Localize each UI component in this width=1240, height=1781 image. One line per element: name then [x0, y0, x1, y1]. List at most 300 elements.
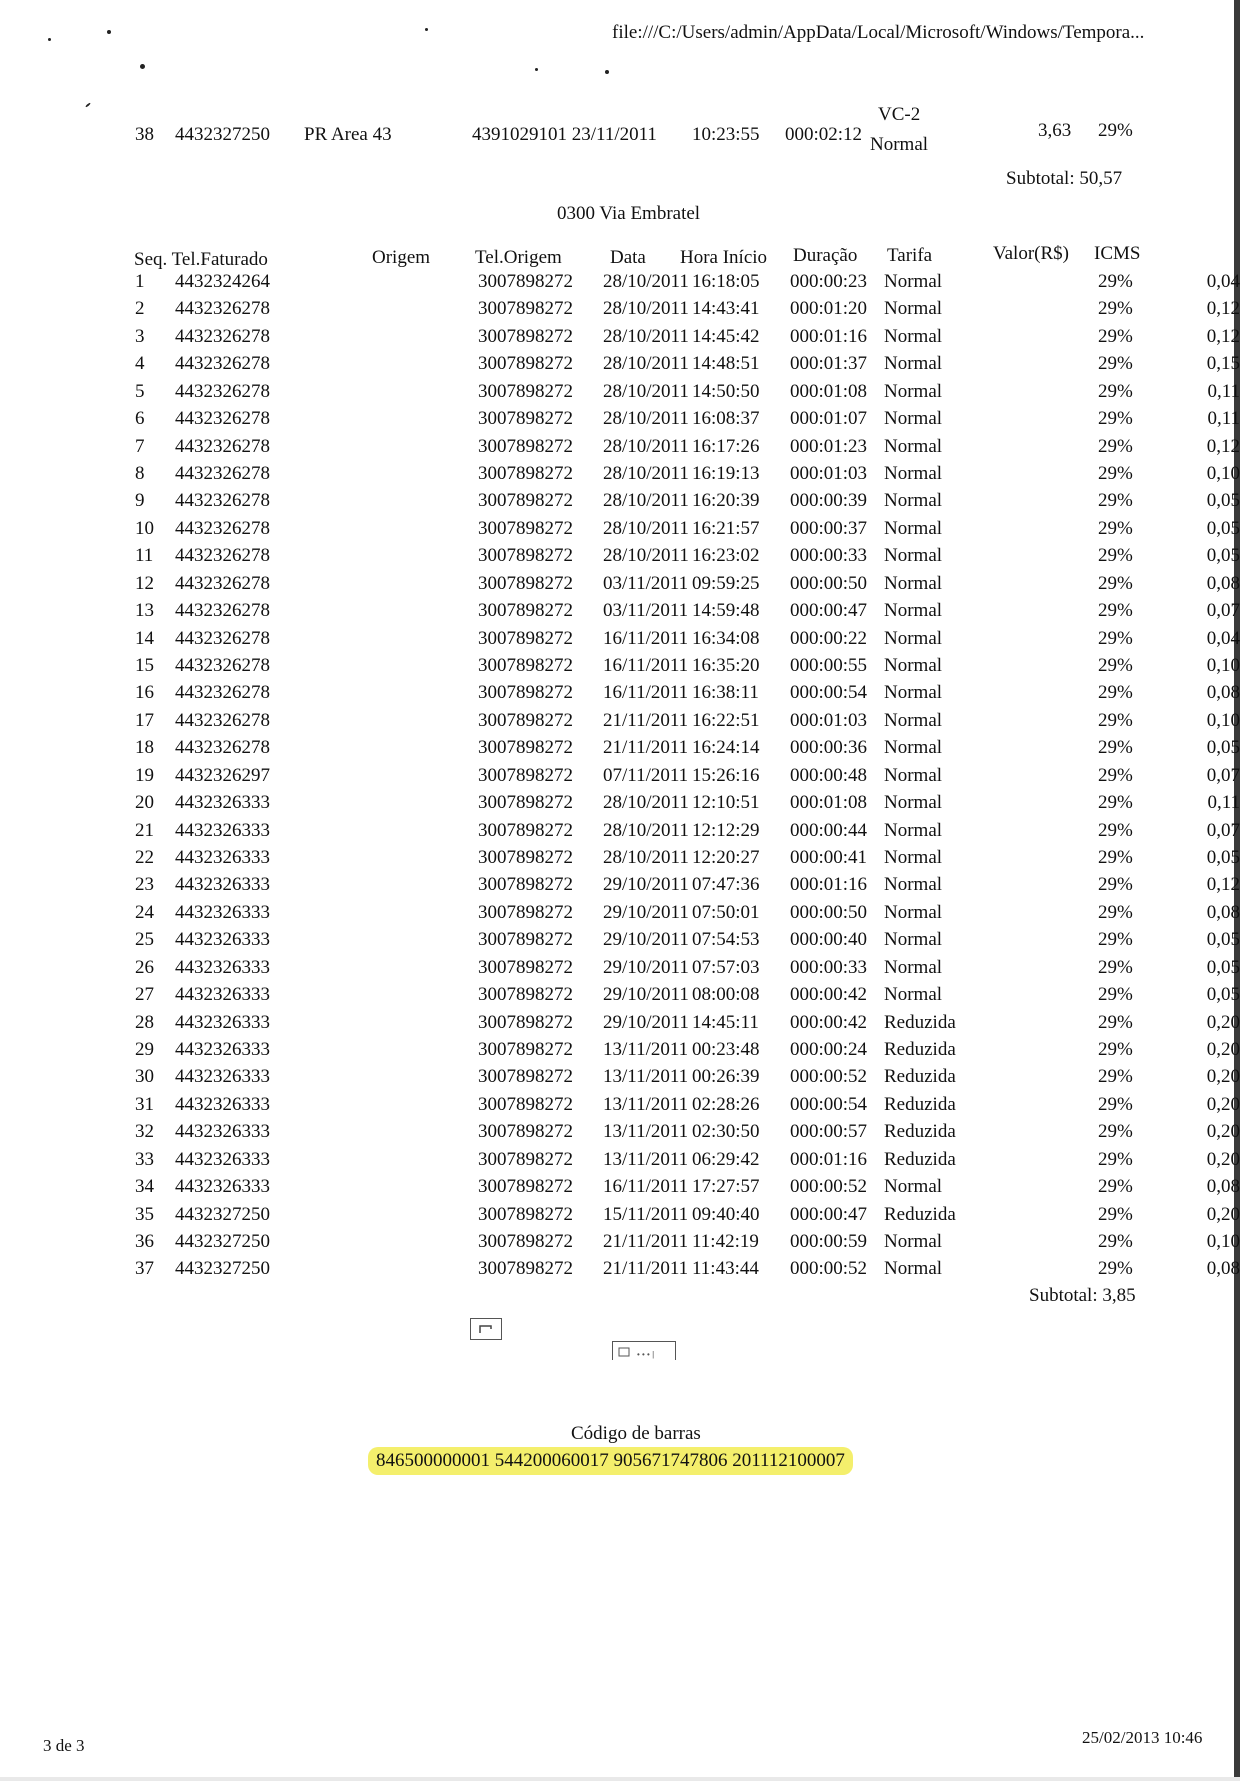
row-tel-faturado: 4432326333 — [175, 1093, 270, 1115]
row-icms: 29% — [1098, 408, 1133, 430]
row-valor: 0,08 — [1206, 572, 1240, 594]
speck — [48, 38, 51, 41]
row-tarifa: Normal — [884, 380, 943, 402]
row-tel-faturado: 4432326278 — [175, 517, 270, 539]
row-seq: 5 — [135, 380, 145, 402]
row-icms: 29% — [1098, 792, 1133, 814]
image-placeholder-icon-svg — [613, 1342, 675, 1360]
row-tel-faturado: 4432326333 — [175, 929, 270, 951]
row-icms: 29% — [1098, 353, 1133, 375]
row-data: 28/10/2011 — [603, 271, 689, 292]
row-tel-origem: 3007898272 — [478, 792, 573, 814]
row-tarifa: Normal — [884, 984, 943, 1006]
row-tel-faturado: 4432324264 — [175, 271, 270, 292]
row-duracao: 000:00:39 — [790, 490, 868, 512]
row-tel-faturado: 4432326278 — [175, 655, 270, 677]
row-hora: 12:12:29 — [692, 819, 760, 841]
row-tarifa: Normal — [884, 764, 943, 786]
row-duracao: 000:01:16 — [790, 874, 868, 896]
top-entry-tel-origem-data: 4391029101 23/11/2011 — [472, 124, 657, 145]
row-seq: 31 — [135, 1093, 154, 1115]
row-hora: 16:38:11 — [692, 682, 759, 704]
row-tarifa: Normal — [884, 956, 943, 978]
row-tel-faturado: 4432326333 — [175, 1121, 270, 1143]
row-tarifa: Normal — [884, 490, 943, 512]
row-tel-origem: 3007898272 — [478, 353, 573, 375]
row-icms: 29% — [1098, 847, 1133, 869]
row-icms: 29% — [1098, 545, 1133, 567]
row-duracao: 000:00:55 — [790, 655, 868, 677]
row-duracao: 000:01:07 — [790, 408, 868, 430]
row-icms: 29% — [1098, 984, 1133, 1006]
row-tel-faturado: 4432326278 — [175, 572, 270, 594]
row-tel-origem: 3007898272 — [478, 1011, 573, 1033]
header-data: Data — [610, 247, 646, 268]
row-seq: 22 — [135, 847, 154, 869]
row-data: 29/10/2011 — [603, 984, 689, 1006]
table-row — [0, 518, 1240, 545]
row-data: 07/11/2011 — [603, 764, 689, 786]
row-valor: 0,15 — [1206, 353, 1240, 375]
row-icms: 29% — [1098, 1203, 1133, 1225]
row-valor: 0,10 — [1206, 709, 1240, 731]
header-seq-tel: Seq. Tel.Faturado — [134, 249, 268, 270]
row-hora: 16:19:13 — [692, 463, 760, 484]
row-data: 28/10/2011 — [603, 463, 689, 484]
row-tel-faturado: 4432327250 — [175, 1231, 270, 1253]
row-hora: 16:21:57 — [692, 517, 760, 539]
row-data: 21/11/2011 — [603, 737, 689, 759]
row-tel-origem: 3007898272 — [478, 901, 573, 923]
row-tarifa: Normal — [884, 847, 943, 869]
row-seq: 14 — [135, 627, 154, 649]
row-seq: 12 — [135, 572, 154, 594]
row-data: 13/11/2011 — [603, 1121, 689, 1143]
row-duracao: 000:00:57 — [790, 1121, 868, 1143]
row-tel-origem: 3007898272 — [478, 956, 573, 978]
header-icms: ICMS — [1094, 243, 1141, 264]
row-icms: 29% — [1098, 435, 1133, 457]
row-tel-origem: 3007898272 — [478, 298, 573, 320]
row-tel-faturado: 4432326278 — [175, 682, 270, 704]
table-row — [0, 957, 1240, 984]
row-seq: 20 — [135, 792, 154, 814]
table-row — [0, 655, 1240, 682]
row-seq: 4 — [135, 353, 145, 375]
row-hora: 14:45:42 — [692, 325, 760, 347]
row-hora: 16:17:26 — [692, 435, 760, 457]
row-tel-origem: 3007898272 — [478, 408, 573, 430]
row-tel-origem: 3007898272 — [478, 655, 573, 677]
row-seq: 3 — [135, 325, 145, 347]
row-tel-origem: 3007898272 — [478, 1039, 573, 1061]
row-hora: 07:50:01 — [692, 901, 760, 923]
row-valor: 0,12 — [1206, 435, 1240, 457]
row-valor: 0,11 — [1207, 792, 1240, 814]
row-data: 13/11/2011 — [603, 1148, 689, 1170]
row-tel-origem: 3007898272 — [478, 435, 573, 457]
page-fragment-icon-svg — [471, 1319, 501, 1339]
row-valor: 0,07 — [1206, 819, 1240, 841]
table-row — [0, 600, 1240, 627]
row-duracao: 000:00:36 — [790, 737, 868, 759]
speck — [425, 28, 428, 31]
row-valor: 0,05 — [1206, 737, 1240, 759]
table-row — [0, 847, 1240, 874]
row-icms: 29% — [1098, 1258, 1133, 1280]
row-seq: 10 — [135, 517, 154, 539]
row-data: 16/11/2011 — [603, 1176, 689, 1198]
row-seq: 8 — [135, 463, 145, 484]
row-data: 28/10/2011 — [603, 408, 689, 430]
row-icms: 29% — [1098, 1011, 1133, 1033]
row-hora: 17:27:57 — [692, 1176, 760, 1198]
row-tel-faturado: 4432327250 — [175, 1203, 270, 1225]
header-tarifa: Tarifa — [887, 245, 933, 266]
table-row — [0, 1039, 1240, 1066]
row-icms: 29% — [1098, 1176, 1133, 1198]
row-tel-faturado: 4432326333 — [175, 956, 270, 978]
row-icms: 29% — [1098, 627, 1133, 649]
row-tarifa: Reduzida — [884, 1011, 956, 1033]
row-valor: 0,11 — [1207, 408, 1240, 430]
table-row — [0, 765, 1240, 792]
table-row — [0, 298, 1240, 325]
row-tel-faturado: 4432326333 — [175, 1039, 270, 1061]
table-row — [0, 353, 1240, 380]
row-duracao: 000:00:37 — [790, 517, 868, 539]
row-valor: 0,12 — [1206, 874, 1240, 896]
row-tarifa: Normal — [884, 709, 943, 731]
row-tarifa: Normal — [884, 792, 943, 814]
row-seq: 11 — [135, 545, 154, 567]
row-seq: 32 — [135, 1121, 154, 1143]
row-tarifa: Normal — [884, 353, 943, 375]
table-row — [0, 271, 1240, 298]
row-data: 16/11/2011 — [603, 655, 689, 677]
table-row — [0, 1231, 1240, 1258]
row-data: 03/11/2011 — [603, 572, 689, 594]
row-tarifa: Normal — [884, 655, 943, 677]
row-seq: 21 — [135, 819, 154, 841]
table-row — [0, 820, 1240, 847]
row-hora: 14:43:41 — [692, 298, 760, 320]
row-icms: 29% — [1098, 1231, 1133, 1253]
row-seq: 19 — [135, 764, 154, 786]
row-tel-faturado: 4432326278 — [175, 490, 270, 512]
row-data: 28/10/2011 — [603, 792, 689, 814]
row-duracao: 000:00:52 — [790, 1066, 868, 1088]
row-tel-origem: 3007898272 — [478, 737, 573, 759]
row-duracao: 000:00:50 — [790, 901, 868, 923]
top-entry-subtotal: Subtotal: 50,57 — [1006, 168, 1123, 189]
row-tel-faturado: 4432327250 — [175, 1258, 270, 1280]
row-tel-faturado: 4432326278 — [175, 380, 270, 402]
row-seq: 35 — [135, 1203, 154, 1225]
row-icms: 29% — [1098, 1093, 1133, 1115]
row-hora: 16:34:08 — [692, 627, 760, 649]
row-hora: 07:54:53 — [692, 929, 760, 951]
row-tarifa: Reduzida — [884, 1093, 956, 1115]
row-data: 29/10/2011 — [603, 1011, 689, 1033]
row-duracao: 000:00:47 — [790, 1203, 868, 1225]
table-row — [0, 984, 1240, 1011]
row-valor: 0,05 — [1206, 984, 1240, 1006]
row-data: 21/11/2011 — [603, 1231, 689, 1253]
top-entry-origem: PR Area 43 — [304, 124, 392, 145]
row-tarifa: Normal — [884, 463, 943, 484]
row-icms: 29% — [1098, 600, 1133, 622]
row-tel-faturado: 4432326333 — [175, 1011, 270, 1033]
row-tarifa: Normal — [884, 408, 943, 430]
table-row — [0, 1094, 1240, 1121]
table-row — [0, 1204, 1240, 1231]
row-tarifa: Normal — [884, 1176, 943, 1198]
row-tel-faturado: 4432326278 — [175, 545, 270, 567]
page-fragment-icon — [470, 1318, 502, 1340]
top-entry-icms: 29% — [1098, 120, 1133, 141]
table-row — [0, 929, 1240, 956]
row-duracao: 000:00:40 — [790, 929, 868, 951]
row-hora: 11:42:19 — [692, 1231, 759, 1253]
row-tel-origem: 3007898272 — [478, 271, 573, 292]
row-duracao: 000:01:37 — [790, 353, 868, 375]
row-icms: 29% — [1098, 271, 1133, 292]
row-data: 28/10/2011 — [603, 325, 689, 347]
row-valor: 0,20 — [1206, 1093, 1240, 1115]
table-row — [0, 545, 1240, 572]
row-tel-origem: 3007898272 — [478, 764, 573, 786]
row-tarifa: Normal — [884, 1231, 943, 1253]
table-row — [0, 490, 1240, 517]
row-tel-origem: 3007898272 — [478, 1203, 573, 1225]
table-row — [0, 682, 1240, 709]
row-duracao: 000:01:16 — [790, 325, 868, 347]
row-tel-faturado: 4432326297 — [175, 764, 270, 786]
row-seq: 17 — [135, 709, 154, 731]
row-tel-origem: 3007898272 — [478, 709, 573, 731]
table-row — [0, 737, 1240, 764]
row-duracao: 000:00:52 — [790, 1258, 868, 1280]
row-seq: 9 — [135, 490, 145, 512]
section-subtotal: Subtotal: 3,85 — [1029, 1285, 1136, 1306]
row-data: 13/11/2011 — [603, 1039, 689, 1061]
row-duracao: 000:01:23 — [790, 435, 868, 457]
row-tarifa: Normal — [884, 572, 943, 594]
speck — [107, 30, 111, 34]
row-tel-origem: 3007898272 — [478, 1121, 573, 1143]
row-seq: 18 — [135, 737, 154, 759]
row-seq: 29 — [135, 1039, 154, 1061]
row-tel-faturado: 4432326333 — [175, 847, 270, 869]
row-icms: 29% — [1098, 380, 1133, 402]
row-tel-origem: 3007898272 — [478, 929, 573, 951]
row-tel-faturado: 4432326278 — [175, 600, 270, 622]
file-url: file:///C:/Users/admin/AppData/Local/Microsoft/Windows/Tempora... — [612, 22, 1145, 43]
row-seq: 16 — [135, 682, 154, 704]
row-tel-faturado: 4432326278 — [175, 463, 270, 484]
row-tel-origem: 3007898272 — [478, 572, 573, 594]
top-entry-seq: 38 — [135, 124, 154, 145]
row-tel-origem: 3007898272 — [478, 463, 573, 484]
row-tarifa: Normal — [884, 517, 943, 539]
row-valor: 0,07 — [1206, 600, 1240, 622]
row-data: 28/10/2011 — [603, 435, 689, 457]
row-hora: 16:20:39 — [692, 490, 760, 512]
row-tel-faturado: 4432326333 — [175, 1176, 270, 1198]
row-data: 21/11/2011 — [603, 709, 689, 731]
table-row — [0, 628, 1240, 655]
row-hora: 16:24:14 — [692, 737, 760, 759]
row-hora: 16:18:05 — [692, 271, 760, 292]
row-data: 16/11/2011 — [603, 682, 689, 704]
row-data: 28/10/2011 — [603, 353, 689, 375]
row-icms: 29% — [1098, 929, 1133, 951]
row-hora: 16:23:02 — [692, 545, 760, 567]
row-duracao: 000:00:42 — [790, 984, 868, 1006]
row-data: 28/10/2011 — [603, 545, 689, 567]
row-tel-origem: 3007898272 — [478, 627, 573, 649]
row-duracao: 000:00:54 — [790, 682, 868, 704]
row-duracao: 000:00:23 — [790, 271, 868, 292]
row-duracao: 000:00:54 — [790, 1093, 868, 1115]
row-tarifa: Normal — [884, 929, 943, 951]
row-hora: 14:45:11 — [692, 1011, 759, 1033]
row-seq: 1 — [135, 271, 145, 292]
table-row — [0, 1066, 1240, 1093]
row-data: 03/11/2011 — [603, 600, 689, 622]
row-duracao: 000:01:03 — [790, 709, 868, 731]
svg-text:• • • |: • • • | — [637, 1350, 655, 1359]
header-valor: Valor(R$) — [993, 243, 1069, 264]
row-seq: 34 — [135, 1176, 154, 1198]
page-number: 3 de 3 — [43, 1736, 85, 1755]
table-row — [0, 902, 1240, 929]
row-hora: 14:50:50 — [692, 380, 760, 402]
row-seq: 37 — [135, 1258, 154, 1280]
top-entry-duracao: 000:02:12 — [785, 124, 863, 145]
row-seq: 15 — [135, 655, 154, 677]
row-duracao: 000:00:42 — [790, 1011, 868, 1033]
row-tarifa: Normal — [884, 682, 943, 704]
row-tarifa: Normal — [884, 298, 943, 320]
row-icms: 29% — [1098, 517, 1133, 539]
row-seq: 28 — [135, 1011, 154, 1033]
table-row — [0, 1176, 1240, 1203]
row-tarifa: Normal — [884, 901, 943, 923]
row-valor: 0,05 — [1206, 517, 1240, 539]
row-valor: 0,10 — [1206, 1231, 1240, 1253]
row-valor: 0,08 — [1206, 901, 1240, 923]
row-duracao: 000:01:20 — [790, 298, 868, 320]
row-tel-origem: 3007898272 — [478, 1093, 573, 1115]
row-tel-origem: 3007898272 — [478, 517, 573, 539]
row-valor: 0,05 — [1206, 847, 1240, 869]
row-data: 28/10/2011 — [603, 847, 689, 869]
row-tarifa: Normal — [884, 271, 943, 292]
row-seq: 24 — [135, 901, 154, 923]
row-valor: 0,20 — [1206, 1148, 1240, 1170]
row-icms: 29% — [1098, 463, 1133, 484]
row-valor: 0,20 — [1206, 1203, 1240, 1225]
row-data: 29/10/2011 — [603, 956, 689, 978]
header-origem: Origem — [372, 247, 431, 268]
row-hora: 02:28:26 — [692, 1093, 760, 1115]
row-icms: 29% — [1098, 1148, 1133, 1170]
row-tel-origem: 3007898272 — [478, 1231, 573, 1253]
row-tel-faturado: 4432326278 — [175, 709, 270, 731]
row-icms: 29% — [1098, 764, 1133, 786]
row-tarifa: Reduzida — [884, 1039, 956, 1061]
row-valor: 0,05 — [1206, 545, 1240, 567]
table-row — [0, 792, 1240, 819]
row-tel-origem: 3007898272 — [478, 682, 573, 704]
row-tel-faturado: 4432326333 — [175, 792, 270, 814]
top-entry-tel: 4432327250 — [175, 124, 270, 145]
row-tel-faturado: 4432326333 — [175, 819, 270, 841]
row-hora: 14:48:51 — [692, 353, 760, 375]
row-valor: 0,05 — [1206, 929, 1240, 951]
row-tel-origem: 3007898272 — [478, 1258, 573, 1280]
row-tel-origem: 3007898272 — [478, 545, 573, 567]
section-title: 0300 Via Embratel — [557, 203, 701, 224]
table-row — [0, 436, 1240, 463]
row-duracao: 000:01:08 — [790, 792, 868, 814]
row-icms: 29% — [1098, 737, 1133, 759]
row-tel-origem: 3007898272 — [478, 847, 573, 869]
table-row — [0, 710, 1240, 737]
row-data: 15/11/2011 — [603, 1203, 689, 1225]
row-duracao: 000:00:59 — [790, 1231, 868, 1253]
row-hora: 12:10:51 — [692, 792, 760, 814]
row-seq: 26 — [135, 956, 154, 978]
row-icms: 29% — [1098, 1066, 1133, 1088]
row-tel-origem: 3007898272 — [478, 600, 573, 622]
row-hora: 16:08:37 — [692, 408, 760, 430]
row-hora: 16:22:51 — [692, 709, 760, 731]
row-valor: 0,20 — [1206, 1066, 1240, 1088]
row-tarifa: Normal — [884, 435, 943, 457]
row-valor: 0,20 — [1206, 1121, 1240, 1143]
table-row — [0, 326, 1240, 353]
speck — [535, 68, 538, 71]
row-icms: 29% — [1098, 655, 1133, 677]
row-valor: 0,20 — [1206, 1011, 1240, 1033]
row-valor: 0,10 — [1206, 463, 1240, 484]
row-valor: 0,04 — [1206, 271, 1240, 292]
row-duracao: 000:00:50 — [790, 572, 868, 594]
header-tel-origem: Tel.Origem — [475, 247, 562, 268]
row-tarifa: Reduzida — [884, 1148, 956, 1170]
barcode-number: 846500000001 544200060017 905671747806 201112100007 — [368, 1447, 853, 1475]
row-tarifa: Normal — [884, 874, 943, 896]
row-tarifa: Normal — [884, 819, 943, 841]
row-data: 13/11/2011 — [603, 1093, 689, 1115]
row-tel-origem: 3007898272 — [478, 984, 573, 1006]
row-data: 29/10/2011 — [603, 874, 689, 896]
row-tel-faturado: 4432326278 — [175, 353, 270, 375]
row-data: 28/10/2011 — [603, 380, 689, 402]
row-data: 21/11/2011 — [603, 1258, 689, 1280]
row-tel-faturado: 4432326278 — [175, 435, 270, 457]
row-tel-origem: 3007898272 — [478, 1066, 573, 1088]
row-tel-origem: 3007898272 — [478, 1148, 573, 1170]
row-tarifa: Reduzida — [884, 1203, 956, 1225]
table-row — [0, 381, 1240, 408]
row-hora: 07:47:36 — [692, 874, 760, 896]
row-duracao: 000:01:16 — [790, 1148, 868, 1170]
row-seq: 25 — [135, 929, 154, 951]
